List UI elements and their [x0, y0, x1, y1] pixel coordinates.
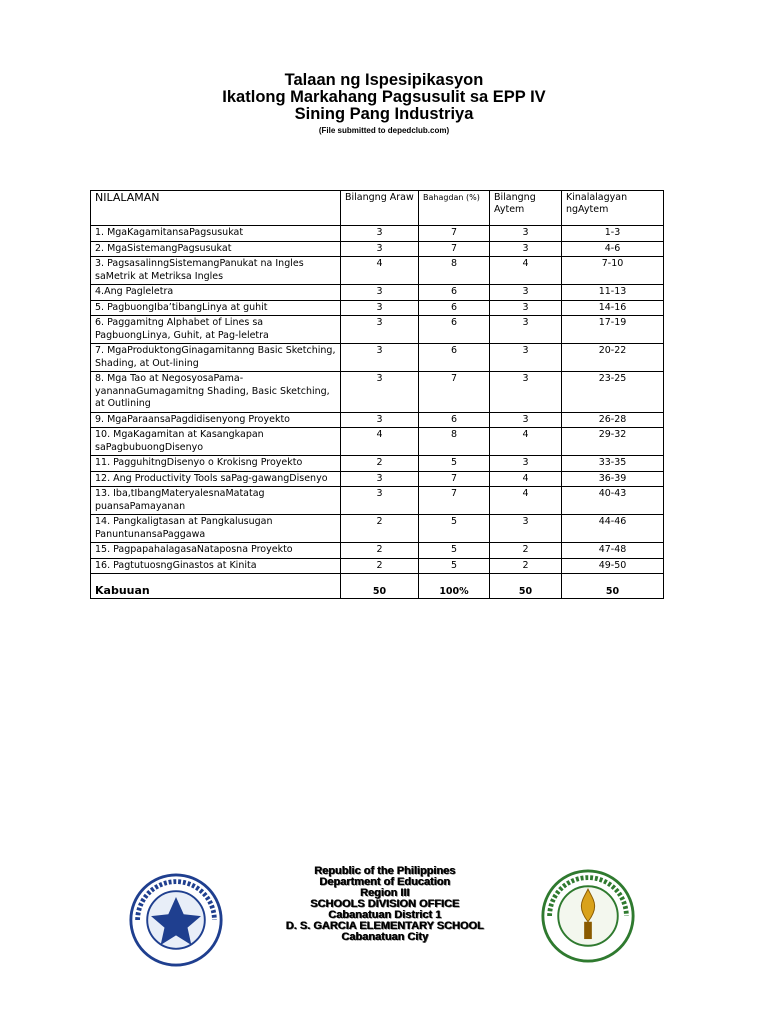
table-row [91, 241, 664, 257]
seal-right-torch-handle [584, 922, 592, 939]
school-address-block [230, 866, 540, 943]
row-topic: 16. PagtutuosngGinastos at Kinita [91, 558, 341, 574]
row-topic: 10. MgaKagamitan at Kasangkapan saPagbubuongDisenyo [91, 428, 341, 456]
row-percent: 7 [419, 241, 490, 257]
row-location: 44-46 [562, 515, 664, 543]
row-topic: 1. MgaKagamitansaPagsusukat [91, 226, 341, 242]
row-location: 20-22 [562, 344, 664, 372]
table-row [91, 226, 664, 242]
row-items: 3 [490, 285, 562, 301]
row-topic: 8. Mga Tao at NegosyosaPama-yanannaGumagamitng Shading, Basic Sketching, at Outlining [91, 372, 341, 413]
row-days: 4 [341, 428, 419, 456]
row-days: 4 [341, 257, 419, 285]
table-row [91, 412, 664, 428]
table-row [91, 257, 664, 285]
header-bilang-araw: Bilangng Araw [341, 191, 419, 226]
table-row [91, 372, 664, 413]
row-percent: 5 [419, 543, 490, 559]
row-days: 2 [341, 515, 419, 543]
total-row [91, 574, 664, 599]
table-row [91, 428, 664, 456]
row-items: 2 [490, 543, 562, 559]
table-body [91, 226, 664, 574]
row-location: 1-3 [562, 226, 664, 242]
row-location: 40-43 [562, 487, 664, 515]
row-percent: 7 [419, 471, 490, 487]
table-row [91, 344, 664, 372]
row-items: 3 [490, 412, 562, 428]
row-days: 2 [341, 543, 419, 559]
source-note: (File submitted to depedclub.com) [318, 126, 450, 135]
row-days: 3 [341, 241, 419, 257]
row-percent: 8 [419, 257, 490, 285]
total-days: 50 [341, 574, 419, 599]
row-percent: 6 [419, 344, 490, 372]
row-items: 3 [490, 241, 562, 257]
row-items: 3 [490, 456, 562, 472]
total-items: 50 [490, 574, 562, 599]
row-topic: 9. MgaParaansaPagdidisenyong Proyekto [91, 412, 341, 428]
row-topic: 3. PagsasalinngSistemangPanukat na Ingles saMetrik at Metriksa Ingles [91, 257, 341, 285]
row-location: 33-35 [562, 456, 664, 472]
row-percent: 5 [419, 558, 490, 574]
row-days: 3 [341, 226, 419, 242]
row-percent: 6 [419, 285, 490, 301]
row-location: 49-50 [562, 558, 664, 574]
total-percent: 100% [419, 574, 490, 599]
row-location: 4-6 [562, 241, 664, 257]
row-topic: 4.Ang Pagleletra [91, 285, 341, 301]
row-topic: 12. Ang Productivity Tools saPag-gawangDisenyo [91, 471, 341, 487]
title-line-2: Ikatlong Markahang Pagsusulit sa EPP IV [222, 88, 546, 106]
row-items: 3 [490, 372, 562, 413]
row-percent: 6 [419, 412, 490, 428]
row-topic: 14. Pangkaligtasan at Pangkalusugan PanuntunansaPaggawa [91, 515, 341, 543]
row-location: 17-19 [562, 316, 664, 344]
deped-seal-logo [128, 872, 224, 968]
row-items: 3 [490, 300, 562, 316]
row-days: 2 [341, 558, 419, 574]
row-days: 3 [341, 471, 419, 487]
row-days: 3 [341, 316, 419, 344]
row-location: 29-32 [562, 428, 664, 456]
row-days: 2 [341, 456, 419, 472]
row-items: 2 [490, 558, 562, 574]
footer-line-4: SCHOOLS DIVISION OFFICE [310, 898, 460, 910]
table-row [91, 543, 664, 559]
row-location: 26-28 [562, 412, 664, 428]
row-days: 3 [341, 285, 419, 301]
row-percent: 5 [419, 515, 490, 543]
table-row [91, 558, 664, 574]
row-topic: 11. PagguhitngDisenyo o Krokisng Proyekto [91, 456, 341, 472]
table-row [91, 456, 664, 472]
footer-line-2: Department of Education [319, 876, 451, 888]
row-days: 3 [341, 300, 419, 316]
row-percent: 7 [419, 487, 490, 515]
row-days: 3 [341, 344, 419, 372]
row-items: 4 [490, 487, 562, 515]
header-kinalalagyan: Kinalalagyan ngAytem [562, 191, 664, 226]
table-row [91, 285, 664, 301]
table-row [91, 300, 664, 316]
row-topic: 7. MgaProduktongGinagamitanng Basic Sketching, Shading, at Out-lining [91, 344, 341, 372]
row-items: 4 [490, 471, 562, 487]
footer-line-5: Cabanatuan District 1 [328, 909, 442, 921]
row-topic: 13. Iba,tIbangMateryalesnaMatatag puansaPamayanan [91, 487, 341, 515]
row-items: 3 [490, 316, 562, 344]
title-line-3: Sining Pang Industriya [294, 105, 474, 123]
row-location: 47-48 [562, 543, 664, 559]
footer-line-1: Republic of the Philippines [314, 865, 456, 877]
table-row [91, 471, 664, 487]
row-items: 4 [490, 428, 562, 456]
footer-line-3: Region III [360, 887, 410, 899]
table-header-row [91, 191, 664, 226]
document-header [0, 72, 768, 135]
title-line-1: Talaan ng Ispesipikasyon [284, 71, 484, 89]
row-days: 3 [341, 412, 419, 428]
row-items: 3 [490, 515, 562, 543]
school-footer [100, 858, 670, 948]
row-topic: 5. PagbuongIba’tibangLinya at guhit [91, 300, 341, 316]
total-location: 50 [562, 574, 664, 599]
school-seal-logo [540, 868, 636, 964]
row-percent: 5 [419, 456, 490, 472]
row-items: 3 [490, 344, 562, 372]
row-topic: 6. Paggamitng Alphabet of Lines sa PagbuongLinya, Guhit, at Pag-leletra [91, 316, 341, 344]
total-label: Kabuuan [91, 574, 341, 599]
row-percent: 7 [419, 226, 490, 242]
row-topic: 2. MgaSistemangPagsusukat [91, 241, 341, 257]
row-percent: 7 [419, 372, 490, 413]
row-location: 7-10 [562, 257, 664, 285]
header-bahagdan: Bahagdan (%) [419, 191, 490, 226]
row-days: 3 [341, 372, 419, 413]
row-location: 23-25 [562, 372, 664, 413]
table-row [91, 487, 664, 515]
footer-line-7: Cabanatuan City [341, 931, 429, 943]
row-percent: 6 [419, 300, 490, 316]
specification-table [90, 190, 664, 599]
row-items: 4 [490, 257, 562, 285]
table-row [91, 515, 664, 543]
header-nilalaman: NILALAMAN [91, 191, 341, 226]
row-days: 3 [341, 487, 419, 515]
header-bilang-aytem: Bilangng Aytem [490, 191, 562, 226]
table-row [91, 316, 664, 344]
row-percent: 6 [419, 316, 490, 344]
footer-line-6: D. S. GARCIA ELEMENTARY SCHOOL [285, 920, 484, 932]
row-location: 36-39 [562, 471, 664, 487]
row-location: 14-16 [562, 300, 664, 316]
row-topic: 15. PagpapahalagasaNataposna Proyekto [91, 543, 341, 559]
row-location: 11-13 [562, 285, 664, 301]
row-percent: 8 [419, 428, 490, 456]
row-items: 3 [490, 226, 562, 242]
